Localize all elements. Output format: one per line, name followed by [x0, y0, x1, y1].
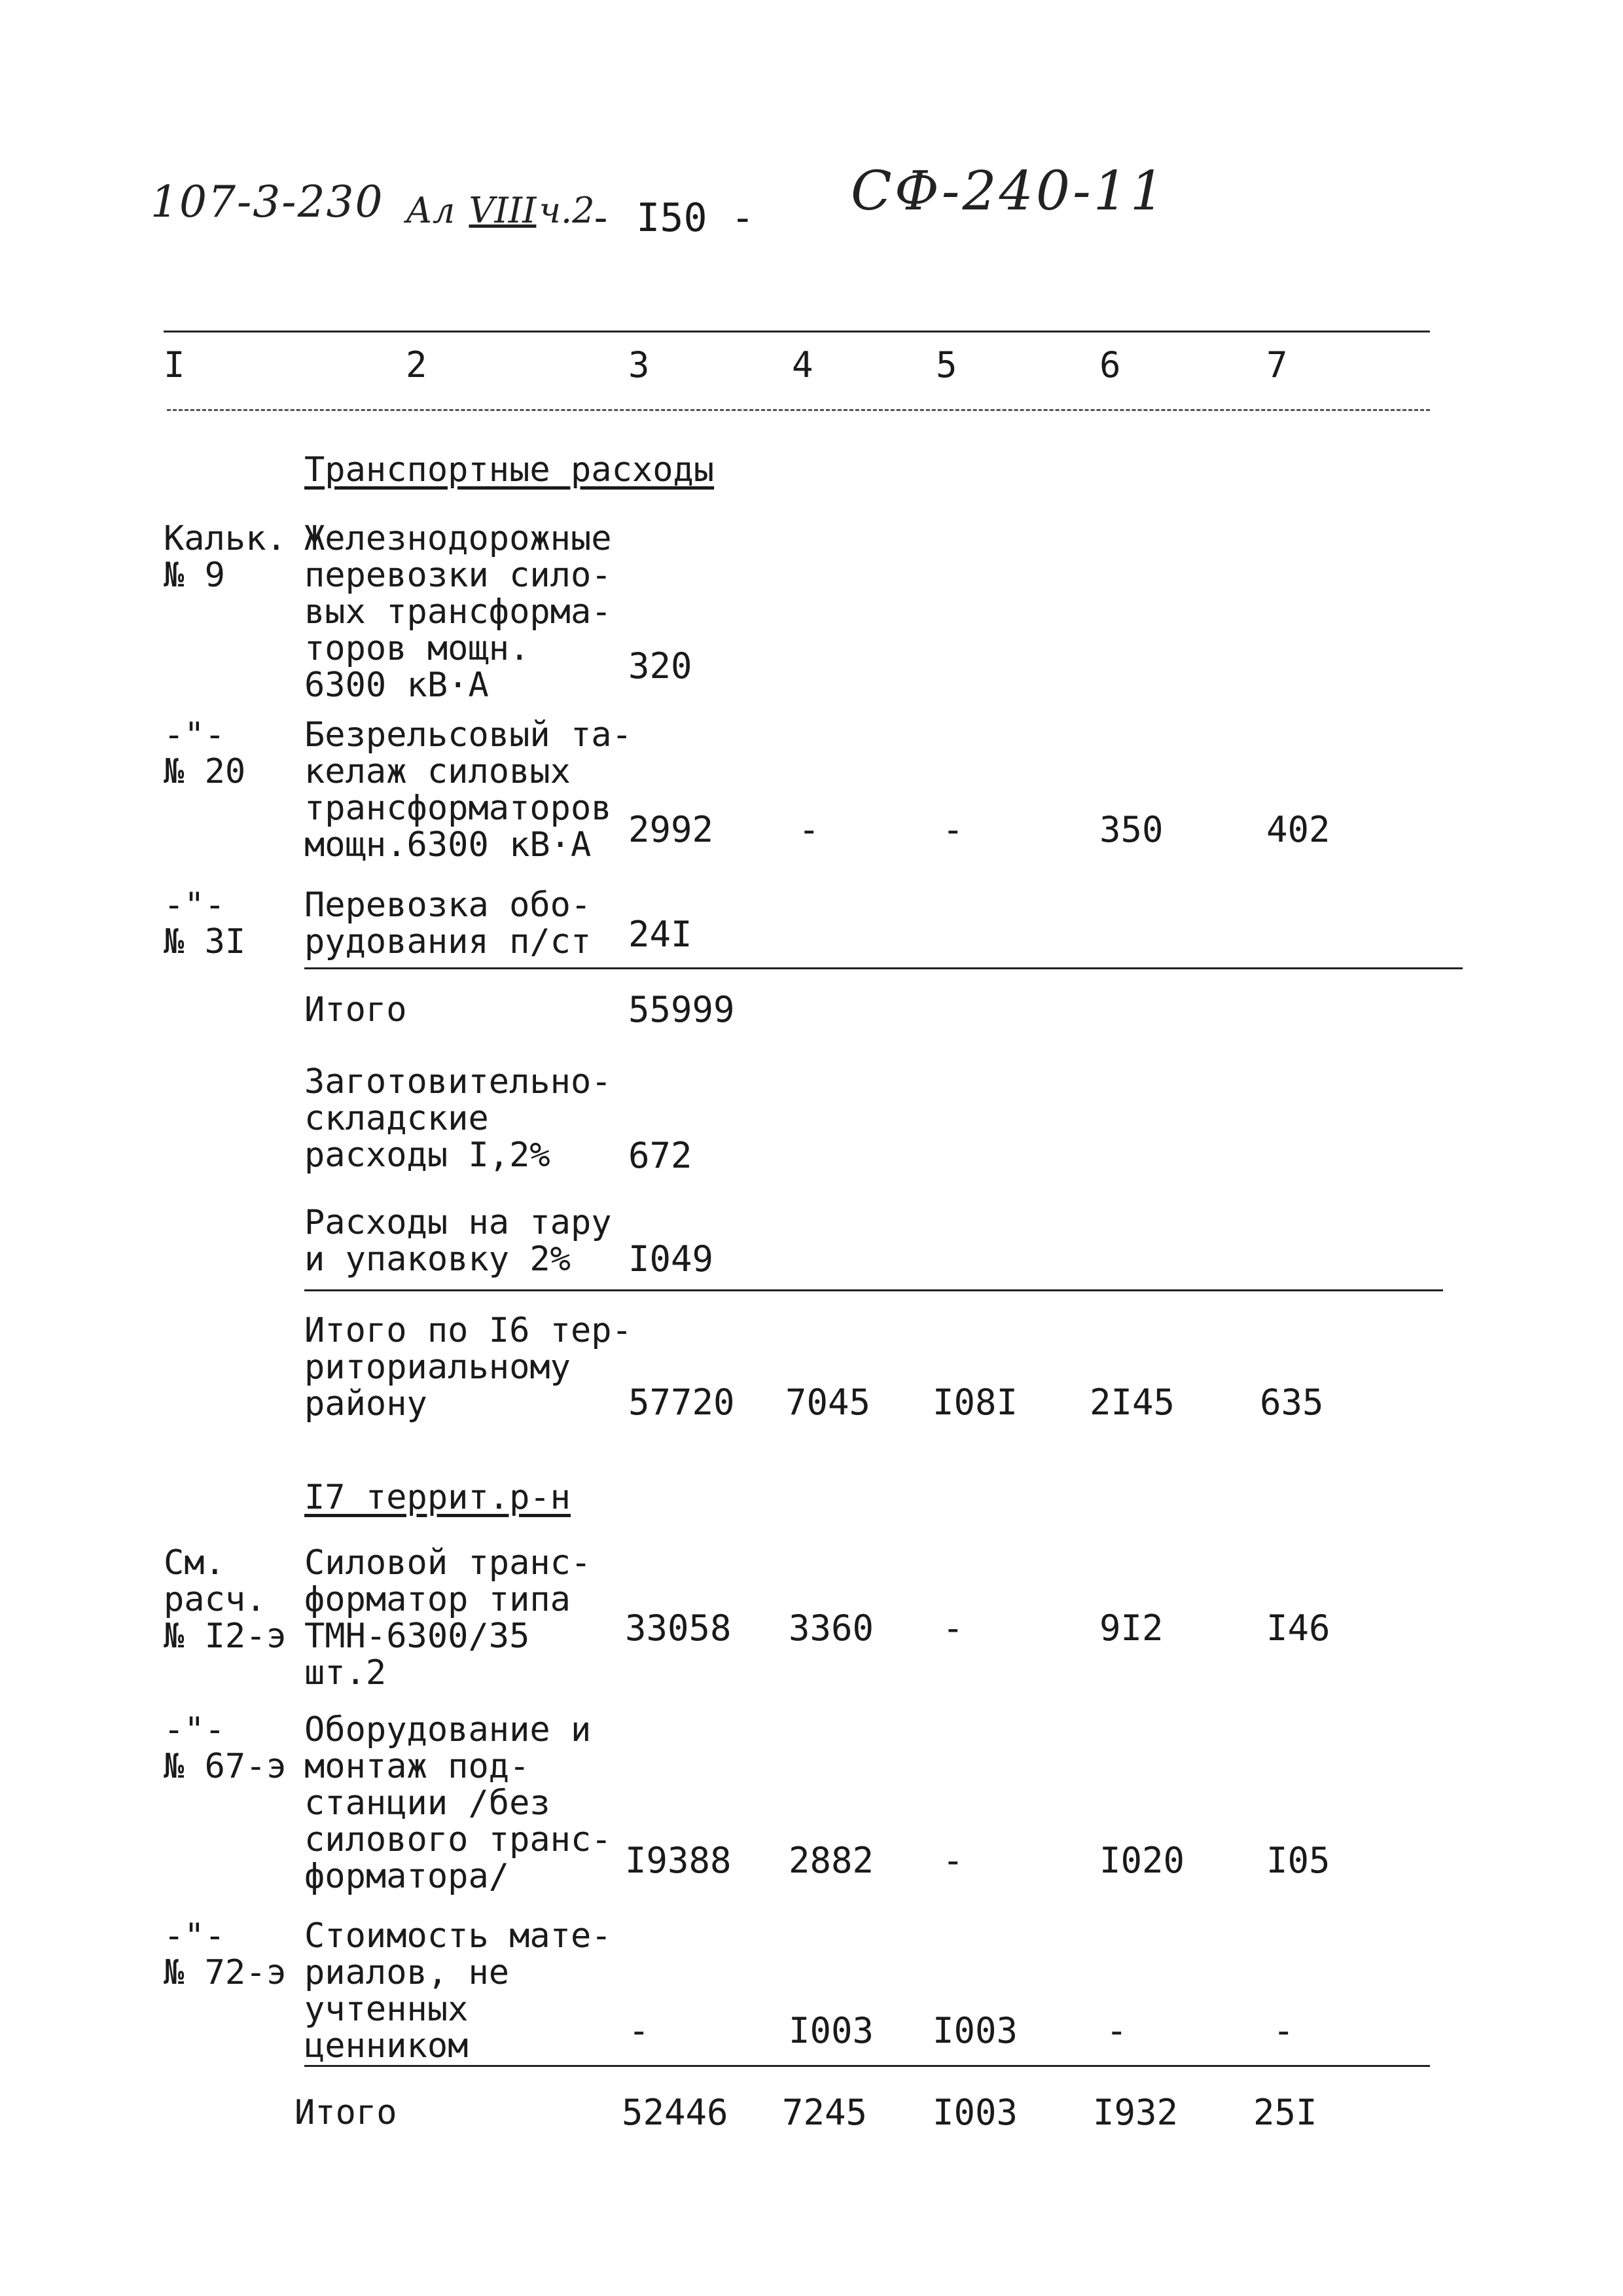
s1-row3-c3: 24I: [628, 914, 692, 955]
section1-title: Транспортные расходы: [304, 450, 715, 490]
s2-row3-c7: -: [1273, 2010, 1294, 2051]
s2-total-c3: 52446: [622, 2092, 728, 2133]
s1-region-total-c6: 2I45: [1090, 1382, 1175, 1423]
s2-row2-c7: I05: [1266, 1840, 1330, 1881]
s2-row1-c4: 3360: [789, 1607, 874, 1649]
s2-total-c6: I932: [1093, 2092, 1179, 2133]
s1-row2-ref: -"- № 20: [164, 715, 246, 791]
s2-row2-c4: 2882: [789, 1840, 874, 1881]
s2-row2-ref: -"- № 67-э: [164, 1710, 287, 1786]
s1-total-label: Итого: [304, 990, 407, 1030]
s1-row1-name: Железнодорожные перевозки сило- вых трансформа- торов мощн. 6300 кВ·А: [304, 519, 612, 705]
s1-row1-ref: Кальк. № 9: [164, 519, 287, 595]
s2-row2-name: Оборудование и монтаж под- станции /без силового транс- форматора/: [304, 1710, 612, 1896]
s1-packing-value: I049: [628, 1238, 714, 1280]
page-number: - I50 -: [589, 195, 755, 241]
s1-region-total-c7: 635: [1260, 1382, 1324, 1423]
s2-row1-c6: 9I2: [1099, 1607, 1164, 1649]
s1-total-value: 55999: [628, 989, 735, 1030]
s2-total-c4: 7245: [782, 2092, 868, 2133]
s2-row1-ref: См. расч. № I2-э: [164, 1543, 287, 1656]
s1-row2-c4: -: [798, 809, 820, 850]
table-top-rule: [164, 331, 1430, 332]
s2-row3-c3: -: [628, 2010, 650, 2051]
sheet-code: СФ-240-11: [851, 160, 1168, 223]
s1-row3-name: Перевозка обо- рудования п/ст: [304, 886, 592, 961]
section2-title: I7 террит.р-н: [304, 1478, 571, 1517]
doc-code: 107-3-230: [151, 177, 384, 227]
s1-region-total-label: Итого по I6 тер- риториальному району: [304, 1311, 632, 1424]
s2-total-c5: I003: [933, 2092, 1018, 2133]
s1-packing-bottom-rule: [304, 1289, 1443, 1291]
col-header-2: 2: [406, 344, 427, 386]
s2-row3-c5: I003: [933, 2010, 1018, 2051]
s2-row1-c5: -: [942, 1607, 964, 1649]
album-label: Ал: [406, 190, 455, 231]
s2-row1-c7: I46: [1266, 1607, 1330, 1649]
s1-packing-label: Расходы на тару и упаковку 2%: [304, 1203, 612, 1279]
s1-row2-c6: 350: [1099, 809, 1164, 850]
s1-rows-bottom-rule: [304, 967, 1463, 969]
s1-storage-label: Заготовительно- складские расходы I,2%: [304, 1062, 612, 1175]
col-header-6: 6: [1099, 344, 1121, 386]
s2-row3-c6: -: [1106, 2010, 1128, 2051]
s1-storage-value: 672: [628, 1135, 692, 1176]
album-roman: VIII: [469, 190, 537, 231]
s1-row3-ref: -"- № 3I: [164, 886, 246, 961]
col-header-5: 5: [936, 344, 957, 386]
s1-row1-c3: 320: [628, 645, 692, 687]
col-header-7: 7: [1266, 344, 1288, 386]
s2-row2-c3: I9388: [625, 1840, 732, 1881]
s1-row2-name: Безрельсовый та- келаж силовых трансформаторов мощн.6300 кВ·А: [304, 715, 632, 865]
header-bottom-rule: [167, 409, 1430, 411]
s2-rows-bottom-rule: [304, 2065, 1430, 2067]
s1-row2-c3: 2992: [628, 809, 714, 850]
s1-row2-c5: -: [942, 809, 964, 850]
s1-region-total-c4: 7045: [785, 1382, 871, 1423]
col-header-1: I: [164, 344, 185, 386]
s2-total-c7: 25I: [1253, 2092, 1317, 2133]
s2-row3-ref: -"- № 72-э: [164, 1916, 287, 1992]
s1-row2-c7: 402: [1266, 809, 1330, 850]
s2-total-label: Итого: [294, 2093, 397, 2132]
s2-row2-c5: -: [942, 1840, 964, 1881]
col-header-4: 4: [792, 344, 813, 386]
album-ref: [406, 190, 595, 231]
s1-region-total-c3: 57720: [628, 1382, 735, 1423]
s2-row1-name: Силовой транс- форматор типа ТМН-6300/35 шт.2: [304, 1543, 592, 1693]
s2-row2-c6: I020: [1099, 1840, 1185, 1881]
s2-row3-name: Стоимость мате- риалов, не учтенных ценником: [304, 1916, 612, 2066]
col-header-3: 3: [628, 344, 650, 386]
s1-region-total-c5: I08I: [933, 1382, 1018, 1423]
s2-row3-c4: I003: [789, 2010, 874, 2051]
s2-row1-c3: 33058: [625, 1607, 732, 1649]
album-part: ч.2: [539, 190, 595, 231]
